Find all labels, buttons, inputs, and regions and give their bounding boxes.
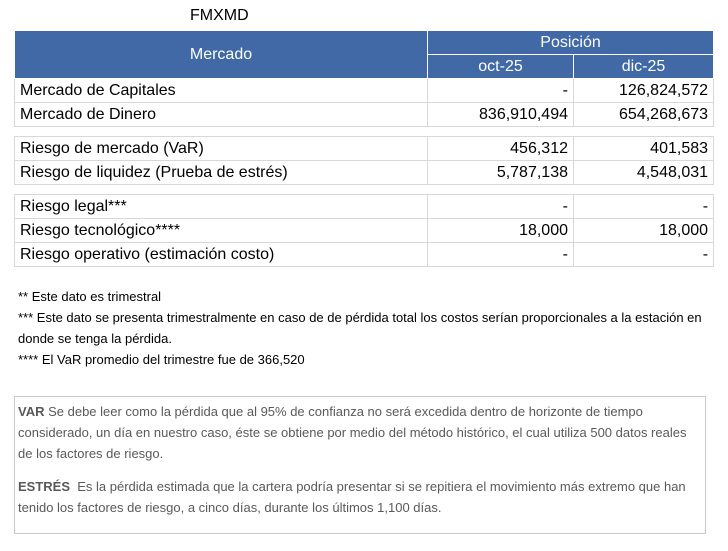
table-row — [15, 243, 714, 267]
value-oct: 5,787,138 — [428, 161, 574, 185]
table-row — [15, 103, 714, 127]
estres-text: Es la pérdida estimada que la cartera podría presentar si se repitiera el movimiento más extremo que han tenido los factores de riesgo, a cinco días, durante los últimos 1,100 días. — [18, 479, 690, 515]
table-row — [15, 79, 714, 103]
row-label: Riesgo de liquidez (Prueba de estrés) — [15, 161, 428, 185]
row-label: Riesgo legal*** — [15, 195, 428, 219]
table-row — [15, 161, 714, 185]
date-header-dic: dic-25 — [574, 55, 714, 79]
row-label: Mercado de Dinero — [15, 103, 428, 127]
table-row — [15, 195, 714, 219]
value-oct: 456,312 — [428, 137, 574, 161]
report-title: FMXMD — [190, 7, 249, 24]
var-term: VAR — [18, 404, 45, 419]
value-oct: - — [428, 79, 574, 103]
value-dic: 654,268,673 — [574, 103, 714, 127]
row-spacer — [15, 185, 714, 195]
row-label: Riesgo de mercado (VaR) — [15, 137, 428, 161]
value-dic: - — [574, 243, 714, 267]
value-dic: 401,583 — [574, 137, 714, 161]
table-row — [15, 137, 714, 161]
value-oct: - — [428, 243, 574, 267]
table-row — [15, 219, 714, 243]
value-oct: - — [428, 195, 574, 219]
footnote-var-average: **** El VaR promedio del trimestre fue de 366,520 — [18, 352, 305, 367]
row-spacer — [15, 127, 714, 137]
var-text: Se debe leer como la pérdida que al 95% de confianza no será excedida dentro de horizonte de tiempo considerado, un día en nuestro caso, éste se obtiene por medio del método histórico, el cual utiliza 500 datos reales de los factores de riesgo. — [18, 404, 687, 461]
posicion-header: Posición — [428, 31, 714, 55]
date-header-oct: oct-25 — [428, 55, 574, 79]
footnote-quarterly: ** Este dato es trimestral — [18, 289, 162, 304]
footnote-legal: *** Este dato se presenta trimestralmente en caso de de pérdida total los costos serían proporcionales a la estación en donde se tenga la pérdida. — [18, 310, 702, 346]
value-oct: 836,910,494 — [428, 103, 574, 127]
footnotes — [18, 286, 708, 370]
estres-term: ESTRÉS — [18, 479, 71, 494]
row-label: Riesgo operativo (estimación costo) — [15, 243, 428, 267]
row-label: Mercado de Capitales — [15, 79, 428, 103]
value-dic: 18,000 — [574, 219, 714, 243]
estres-definition — [18, 476, 695, 518]
value-dic: 4,548,031 — [574, 161, 714, 185]
var-definition — [18, 401, 695, 464]
risk-position-table — [14, 30, 714, 267]
value-oct: 18,000 — [428, 219, 574, 243]
value-dic: - — [574, 195, 714, 219]
value-dic: 126,824,572 — [574, 79, 714, 103]
mercado-header: Mercado — [15, 31, 428, 79]
row-label: Riesgo tecnológico**** — [15, 219, 428, 243]
definitions-box — [14, 396, 706, 534]
